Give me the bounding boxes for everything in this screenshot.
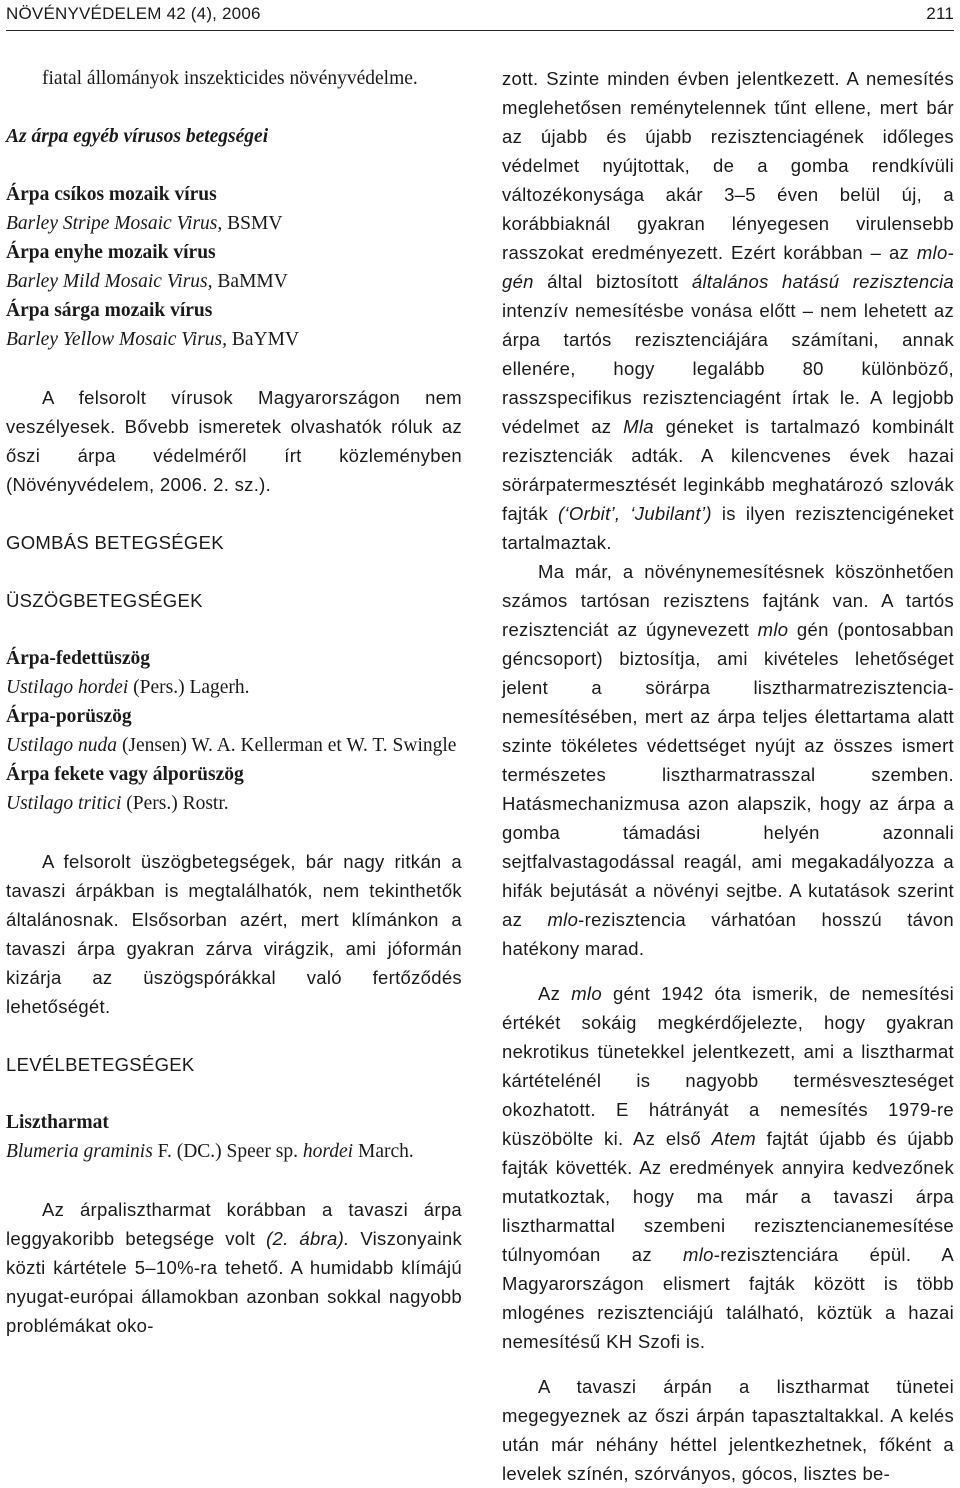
right-paragraph-2 (502, 557, 954, 963)
smut-latin: Ustilago nuda (6, 735, 118, 756)
virus-latin: Barley Yellow Mosaic Virus, (6, 329, 227, 350)
cultivar-names: (‘Orbit’, ‘Jubilant’) (558, 503, 712, 524)
smut-name: Árpa-fedettüszög (6, 648, 151, 669)
smut-latin-line (6, 731, 462, 760)
figure-reference: (2. ábra). (266, 1228, 350, 1249)
virus-latin: Barley Stripe Mosaic Virus, (6, 213, 223, 234)
text-run: gén (pontosabban géncsoport) biztosítja, ami kivételes lehetőséget jelent a sörárpa lisztharmatrezisztencia-nemesítésében, mert az árpa teljes élettartama alatt szinte tökéletes védettséget nyújt az összes ismert természetes lisztharmatrasszal szemben. Hatásmechanizmusa azon alapszik, hogy az árpa a gomba támadási helyén azonnali sejtfalvastagodással reagál, ami megakadályozza a hifák bejutását a növényi sejtbe. A kutatások szerint az (502, 619, 954, 930)
text-run: -rezisztencia várhatóan hosszú távon hatékony marad. (502, 909, 954, 959)
subsection-heading-smut: ÜSZÖGBETEGSÉGEK (6, 590, 203, 611)
virus-latin-line (6, 325, 462, 354)
gene-term: mlo (757, 619, 789, 640)
smut-author: (Jensen) W. A. Kellerman et W. T. Swingle (117, 735, 457, 756)
subsection-heading-leaf: LEVÉLBETEGSÉGEK (6, 1054, 195, 1075)
text-run: géneket is tartalmazó kombinált rezisztenciák adták. A kilencvenes évek hazai sörárpatermesztését leginkább meghatározó szlovák fajták (502, 416, 954, 524)
virus-name: Árpa enyhe mozaik vírus (6, 242, 216, 263)
page-number: 211 (926, 4, 954, 23)
emphasis-term: általános hatású rezisztencia (691, 271, 955, 292)
virus-heading: Az árpa egyéb vírusos betegségei (6, 126, 269, 147)
section-heading-fungal: GOMBÁS BETEGSÉGEK (6, 532, 224, 553)
smut-name: Árpa fekete vagy álporüszög (6, 764, 244, 785)
virus-latin: Barley Mild Mosaic Virus, (6, 271, 213, 292)
mildew-text-1: Az árpalisztharmat korábban a tavaszi árpa leggyakoribb betegsége volt (6, 1199, 462, 1249)
text-run: által biztosított (533, 271, 692, 292)
virus-name: Árpa sárga mozaik vírus (6, 300, 213, 321)
mildew-genus-species: Blumeria graminis (6, 1141, 153, 1162)
right-paragraph-4: A tavaszi árpán a lisztharmat tünetei megegyeznek az őszi árpán tapasztaltakkal. A kelés után már néhány héttel jelentkezhetnek, főként a levelek színén, szórványos, gócos, lisztes be- (502, 1376, 954, 1484)
virus-abbr: BSMV (222, 213, 283, 234)
smut-latin-line (6, 673, 462, 702)
mildew-heading: Lisztharmat (6, 1112, 109, 1133)
journal-title: NÖVÉNYVÉDELEM 42 (4), 2006 (6, 4, 261, 23)
gene-term: Mla (623, 416, 654, 437)
mildew-forma: hordei (302, 1141, 354, 1162)
virus-name: Árpa csíkos mozaik vírus (6, 184, 217, 205)
gene-term: mlo (683, 1244, 714, 1265)
left-column (6, 64, 462, 1340)
smut-latin: Ustilago tritici (6, 793, 122, 814)
smut-list (6, 644, 462, 818)
text-run: is ilyen rezisztencigéneket tartalmaztak. (502, 503, 955, 553)
cultivar-name: Atem (711, 1128, 756, 1149)
text-run: intenzív nemesítésbe vonása előtt – nem lehetett az árpa tartós rezisztenciájára számítani, annak ellenére, hogy legalább 80 különböző, rasszspecifikus rezisztenciagént írtak le. A legjobb védelmet az (502, 300, 954, 437)
mildew-author-2: March. (353, 1141, 414, 1162)
header-rule (6, 30, 954, 31)
right-column (502, 64, 954, 1488)
text-run: Ma már, a növénynemesítésnek köszönhetően számos tartósan rezisztens fajtánk van. A tartós rezisztenciát az úgynevezett (502, 561, 954, 640)
smut-author: (Pers.) Lagerh. (128, 677, 250, 698)
mildew-latin-line (6, 1137, 462, 1166)
virus-abbr: BaYMV (227, 329, 300, 350)
gene-term: mlo-gén (502, 242, 954, 292)
virus-list (6, 180, 462, 354)
gene-term: mlo (571, 983, 602, 1004)
smut-paragraph: A felsorolt üszögbetegségek, bár nagy ritkán a tavaszi árpákban is megtalálhatók, nem tekinthetők általánosnak. Elsősorban azért, mert klímánkon a tavaszi árpa gyakran zárva virágzik, ami jóformán kizárja az üszögspórákkal való fertőződés lehetőségét. (6, 851, 462, 1017)
intro-paragraph: fiatal állományok inszekticides növényvédelme. (42, 68, 418, 89)
text-run: fajtát újabb és újabb fajták követték. Az eredmények annyira kedvezőnek mutatkoztak, hogy ma már a tavaszi árpa lisztharmattal szembeni rezisztencianemesítése túlnyomóan az (502, 1128, 954, 1265)
right-paragraph-1 (502, 64, 954, 557)
smut-name: Árpa-porüszög (6, 706, 132, 727)
smut-latin-line (6, 789, 462, 818)
virus-paragraph: A felsorolt vírusok Magyarországon nem veszélyesek. Bővebb ismeretek olvashatók róluk az őszi árpa védelméről írt közleményben (Növényvédelem, 2006. 2. sz.). (6, 387, 462, 495)
text-run: gént 1942 óta ismerik, de nemesítési értékét sokáig megkérdőjelezte, hogy gyakran nekrotikus tünetekkel jelentkezett, ami a lisztharmat kártételénél is nagyobb termésveszteséget okozhatott. E hátrányát a nemesítés 1979-re küszöbölte ki. Az első (502, 983, 954, 1149)
mildew-text-2: Viszonyaink közti kártétele 5–10%-ra tehető. A humidabb klímájú nyugat-európai államokban azonban sokkal nagyobb problémákat oko- (6, 1228, 462, 1336)
text-run: -rezisztenciára épül. A Magyarországon elismert fajták között is több mlogénes rezisztenciájú található, köztük a hazai nemesítésű KH Szofi is. (502, 1244, 954, 1352)
virus-latin-line (6, 267, 462, 296)
text-run: zott. Szinte minden évben jelentkezett. A nemesítés meglehetősen reménytelennek tűnt ellene, mert bár az újabb és újabb rezisztenciagének időleges védelmet nyújtottak, de a gomba rendkívüli változékonysága akár 3–5 éven belül új, a korábbiaknál gyakran lényegesen virulensebb rasszokat eredményezett. Ezért korábban – az (502, 68, 954, 263)
smut-author: (Pers.) Rostr. (121, 793, 229, 814)
gene-term: mlo (547, 909, 579, 930)
mildew-paragraph (6, 1195, 462, 1340)
virus-latin-line (6, 209, 462, 238)
virus-abbr: BaMMV (212, 271, 288, 292)
text-run: Az (538, 983, 572, 1004)
mildew-author: F. (DC.) Speer sp. (152, 1141, 303, 1162)
smut-latin: Ustilago hordei (6, 677, 129, 698)
right-paragraph-3 (502, 979, 954, 1356)
running-head (6, 4, 954, 30)
